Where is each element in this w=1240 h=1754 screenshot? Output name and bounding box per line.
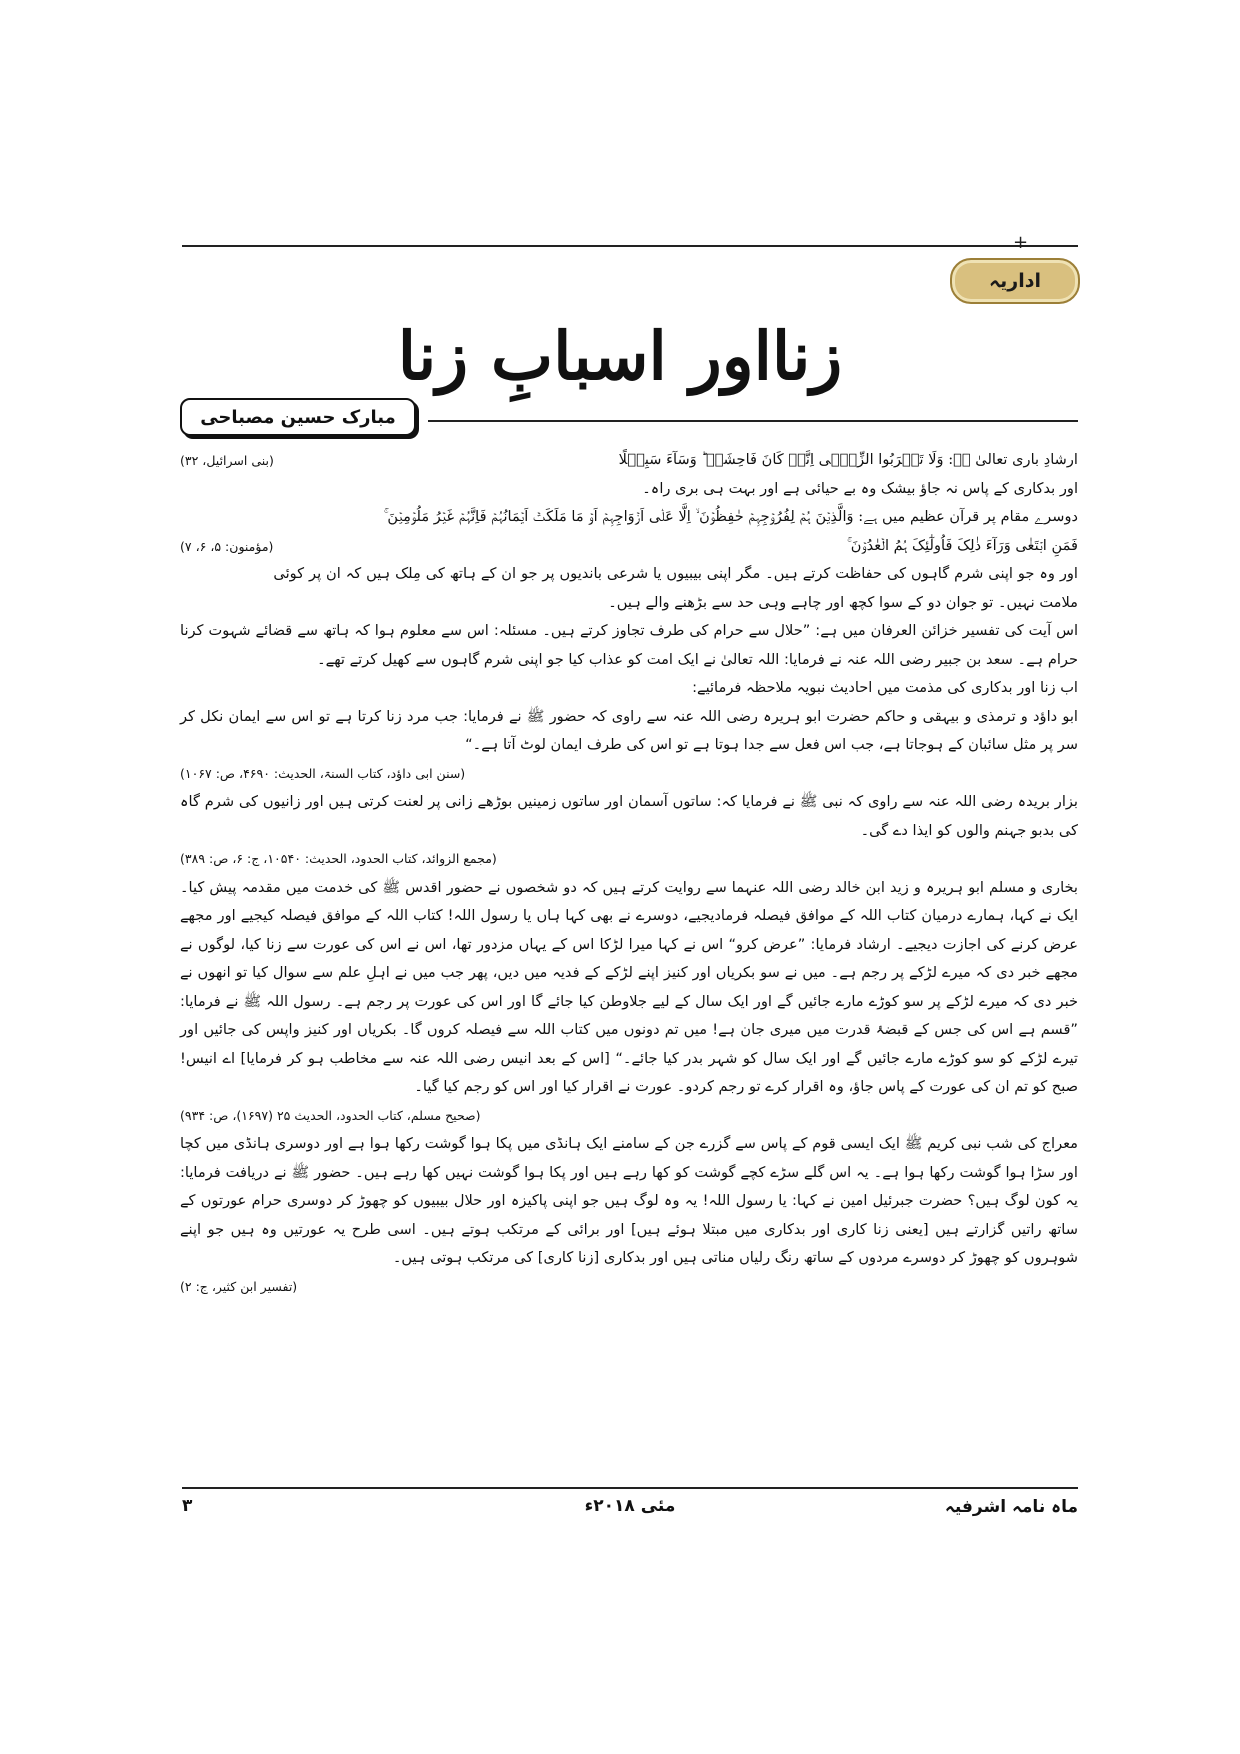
paragraph: اور بدکاری کے پاس نہ جاؤ بیشک وہ بے حیائی ہے اور بہت ہی بری راہ۔ — [642, 479, 1078, 497]
paragraph: معراج کی شب نبی کریم ﷺ ایک ایسی قوم کے پاس سے گزرے جن کے سامنے ایک ہانڈی میں پکا ہوا گوشت رکھا ہوا ہے اور دوسری ہانڈی میں کچا اور سڑا ہوا گوشت رکھا ہوا ہے۔ یہ اس گلے سڑے کچے گوشت کو کھا رہے ہیں اور پکا ہوا گوشت نہیں کھا رہے ہیں۔ حضور ﷺ نے دریافت فرمایا: یہ کون لوگ ہیں؟ حضرت جبرئیل امین نے کہا: یا رسول اللہ! یہ وہ لوگ ہیں جو اپنی پاکیزہ اور حلال بیبیوں کو چھوڑ کر دوسری حرام عورتوں کے ساتھ راتیں گزارتے ہیں [یعنی زنا کاری اور بدکاری میں مبتلا ہوئے ہیں] اور برائی کے مرتکب ہوتے ہیں۔ اسی طرح یہ عورتیں وہ ہیں جو اپنے شوہروں کو چھوڑ کر دوسرے مردوں کے ساتھ رنگ رلیاں مناتی ہیں اور بدکاری [زنا کاری] کی مرتکب ہوتی ہیں۔ — [180, 1135, 1078, 1266]
paragraph: ابو داؤد و ترمذی و بیہقی و حاکم حضرت ابو ہریرہ رضی اللہ عنہ سے راوی کہ حضور ﷺ نے فرمایا: جب مرد زنا کرتا ہے تو اس سے ایمان نکل کر سر پر مثل سائبان کے ہوجاتا ہے، جب اس فعل سے جدا ہوتا ہے تو اس کی طرف ایمان لوٹ آتا ہے۔“ — [180, 707, 1078, 753]
citation: (سنن ابی داؤد، کتاب السنۃ، الحدیث: ۴۶۹۰، ص: ۱۰۶۷) — [180, 765, 466, 781]
article-body — [180, 446, 1078, 1472]
citation: (تفسیر ابن کثیر، ج: ۲) — [180, 1278, 298, 1294]
footer-rule — [182, 1487, 1078, 1489]
header-rule — [182, 245, 1078, 247]
paragraph: اور وہ جو اپنی شرم گاہوں کی حفاظت کرتے ہیں۔ مگر اپنی بیبیوں یا شرعی باندیوں پر جو ان کے ہاتھ کی مِلک ہیں کہ ان پر کوئی ملامت نہیں۔ تو جوان دو کے سوا کچھ اور چاہے وہی حد سے بڑھنے والے ہیں۔ — [273, 565, 1078, 611]
page-footer — [182, 1496, 1078, 1532]
paragraph-text: ارشادِ باری تعالیٰ ہے: وَلَا تَقۡرَبُوا الزِّنٰۤی اِنَّہٗ کَانَ فَاحِشَۃً ؕ وَسَآءَ سَبِیۡلًا — [618, 451, 1078, 468]
citation: (مؤمنون: ۵، ۶، ۷) — [180, 538, 274, 554]
crop-mark: + — [1013, 232, 1029, 253]
article-title: زنااور اسبابِ زنا — [397, 317, 843, 395]
author-name: مبارک حسین مصباحی — [200, 406, 396, 428]
issue-date: مئی ۲۰۱۸ء — [584, 1496, 676, 1516]
page-number: ۳ — [182, 1496, 193, 1516]
paragraph: بخاری و مسلم ابو ہریرہ و زید ابن خالد رضی اللہ عنہما سے روایت کرتے ہیں کہ دو شخصوں نے حضور اقدس ﷺ کی خدمت میں مقدمہ پیش کیا۔ ایک نے کہا، ہمارے درمیان کتاب اللہ کے موافق فیصلہ فرمادیجیے، دوسرے نے بھی کہا ہاں یا رسول اللہ! کتاب اللہ کے موافق فیصلہ کیجیے اور مجھے عرض کرنے کی اجازت دیجیے۔ ارشاد فرمایا: ”عرض کرو“ اس نے کہا میرا لڑکا اس کے یہاں مزدور تھا، اس نے اس کی عورت سے زنا کیا، لوگوں نے مجھے خبر دی کہ میرے لڑکے پر رجم ہے۔ میں نے سو بکریاں اور کنیز اپنے لڑکے کے فدیہ میں دیں، پھر جب میں نے اہلِ علم سے سوال کیا تو انھوں نے خبر دی کہ میرے لڑکے پر سو کوڑے مارے جائیں گے اور ایک سال کے لیے جلاوطن کیا جائے گا اور اس کی عورت پر رجم ہے۔ رسول اللہ ﷺ نے فرمایا: ”قسم ہے اس کی جس کے قبضۂ قدرت میں میری جان ہے! میں تم دونوں میں کتاب اللہ سے فیصلہ کروں گا۔ بکریاں اور کنیز واپس کی جائیں اور تیرے لڑکے کو سو کوڑے مارے جائیں گے اور ایک سال کو شہر بدر کیا جائے۔“ [اس کے بعد انیس رضی اللہ عنہ سے مخاطب ہو کر فرمایا] اے انیس! صبح کو تم ان کی عورت کے پاس جاؤ، وہ اقرار کرے تو رجم کردو۔ عورت نے اقرار کیا اور اس کو رجم کیا گیا۔ — [180, 878, 1078, 1095]
paragraph-text: فَمَنِ ابۡتَغٰی وَرَآءَ ذٰلِکَ فَاُولٰٓئِکَ ہُمُ الۡعٰدُوۡنَ ۚ — [847, 536, 1078, 554]
magazine-name: ماہ نامہ اشرفیہ — [944, 1497, 1078, 1517]
paragraph — [180, 446, 1078, 475]
author-box — [180, 398, 416, 436]
author-rule — [428, 420, 1078, 422]
paragraph: بزار بریدہ رضی اللہ عنہ سے راوی کہ نبی ﷺ نے فرمایا کہ: ساتوں آسمان اور ساتوں زمینیں بوڑھے زانی پر لعنت کرتی ہیں اور زانیوں کی شرم گاہ کی بدبو جہنم والوں کو ایذا دے گی۔ — [180, 793, 1078, 839]
citation: (بنی اسرائیل، ۳۲) — [180, 453, 274, 468]
paragraph: اب زنا اور بدکاری کی مذمت میں احادیث نبویہ ملاحظہ فرمائیے: — [692, 679, 1078, 696]
paragraph: دوسرے مقام پر قرآن عظیم میں ہے: وَالَّذِیۡنَ ہُمۡ لِفُرُوۡجِہِمۡ حٰفِظُوۡنَ ۙ اِلَّا عَلٰۤی اَزۡوَاجِہِمۡ اَوۡ مَا مَلَکَتۡ اَیۡمَانُہُمۡ فَاِنَّہُمۡ غَیۡرُ مَلُوۡمِیۡنَ ۚ — [383, 508, 1078, 525]
citation: (صحیح مسلم، کتاب الحدود، الحدیث ۲۵ (۱۶۹۷)، ص: ۹۳۴) — [180, 1107, 481, 1123]
paragraph — [180, 532, 1078, 561]
citation: (مجمع الزوائد، کتاب الحدود، الحدیث: ۱۰۵۴۰، ج: ۶، ص: ۳۸۹) — [180, 851, 497, 866]
section-badge — [950, 258, 1080, 304]
paragraph: اس آیت کی تفسیر خزائن العرفان میں ہے: ”حلال سے حرام کی طرف تجاوز کرتے ہیں۔ مسئلہ: اس سے معلوم ہوا کہ ہاتھ سے قضائے شہوت کرنا حرام ہے۔ سعد بن جبیر رضی اللہ عنہ نے فرمایا: اللہ تعالیٰ نے ایک امت کو عذاب کیا جو اپنی شرم گاہوں سے کھیل کرتے تھے۔ — [180, 622, 1078, 668]
badge-label: اداریہ — [989, 270, 1041, 292]
